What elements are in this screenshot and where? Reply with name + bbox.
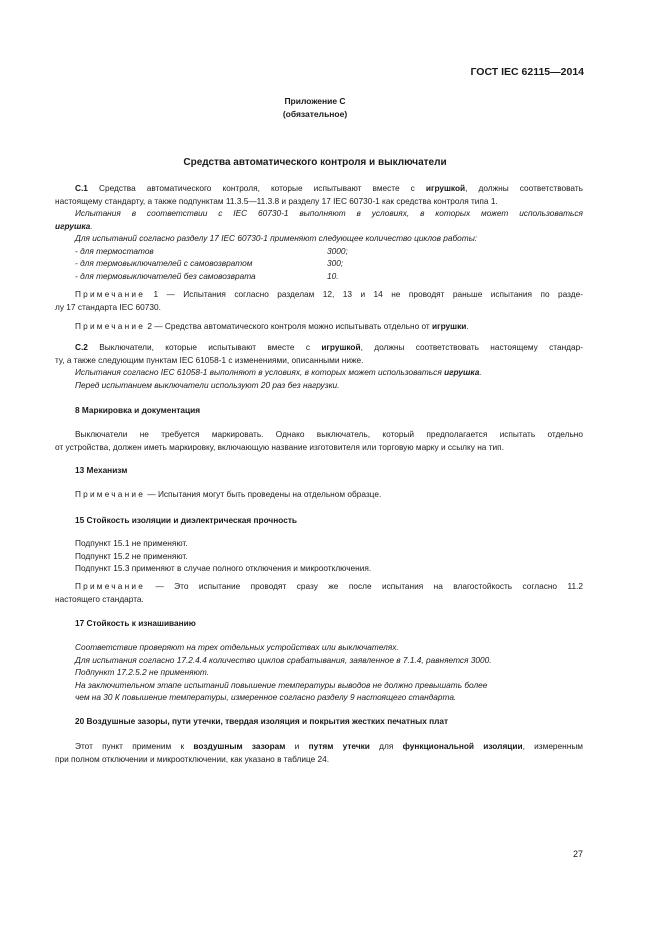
text: Средства автоматического контроля, которые испытывают вместе с bbox=[98, 183, 426, 193]
clause-c1 bbox=[55, 182, 583, 282]
text: . bbox=[90, 220, 93, 231]
text: лу 17 стандарта IEC 60730. bbox=[55, 301, 161, 312]
note-prefix: Примечание bbox=[75, 489, 146, 499]
text: Для испытания согласно 17.2.4.4 количество циклов срабатывания, заявленное в 7.1.4, равняется 3000. bbox=[75, 654, 492, 665]
text: при полном отключении и микроотключении, как указано в таблице 24. bbox=[55, 753, 330, 764]
text: , должны соответствовать настоящему стандар- bbox=[360, 342, 583, 352]
note-prefix: Примечание bbox=[75, 321, 146, 331]
text: 1 — Испытания согласно разделам 12, 13 и 14 не проводят раньше испытания по разде- bbox=[145, 289, 583, 299]
section-8-body bbox=[55, 428, 583, 453]
text: Выключатели не требуется маркировать. Однако выключатель, который предполагается испытать отдельно bbox=[75, 429, 583, 439]
text: Перед испытанием выключатели используют 20 раз без нагрузки. bbox=[75, 379, 340, 390]
section-13-note bbox=[75, 488, 583, 501]
section-15-note bbox=[55, 580, 583, 605]
term-toy: игрушка bbox=[444, 367, 480, 377]
term-clearances: воздушным зазорам bbox=[193, 741, 286, 751]
section-15-body bbox=[75, 537, 583, 575]
term-toy: игрушки bbox=[432, 321, 467, 331]
text: 2 — Средства автоматического контроля можно испытывать отдельно от bbox=[145, 321, 433, 331]
text: Испытания согласно IEC 61058-1 выполняют в условиях, в которых может использоваться bbox=[75, 367, 445, 377]
term-toy: игрушкой bbox=[425, 183, 466, 193]
section-17-body-cont bbox=[55, 691, 583, 704]
text: ту, а также следующим пунктам IEC 61058-1 с изменениями, описанными ниже. bbox=[55, 354, 364, 365]
document-code: ГОСТ IEC 62115—2014 bbox=[470, 66, 584, 78]
text: Подпункт 15.2 не применяют. bbox=[75, 550, 188, 561]
section-20-title: 20 Воздушные зазоры, пути утечки, твердая изоляция и покрытия жестких печатных плат bbox=[75, 716, 449, 726]
text: настоящему стандарту, а также подпунктам 11.3.5—11.3.8 и разделу 17 IEC 60730-1 как средства контроля типа 1. bbox=[55, 195, 498, 206]
note-prefix: Примечание bbox=[75, 289, 146, 299]
annex-status: (обязательное) bbox=[282, 109, 348, 119]
list-item: - для термовыключателей без самовозврата 10. bbox=[75, 270, 339, 281]
note-2: Примечание 2 — Средства автоматического контроля можно испытывать отдельно от игрушки. bbox=[75, 321, 469, 331]
text: Подпункт 17.2.5.2 не применяют. bbox=[75, 667, 209, 677]
annex-heading: Средства автоматического контроля и выключатели bbox=[183, 157, 447, 168]
section-17-title: 17 Стойкость к изнашиванию bbox=[75, 618, 196, 628]
text: настоящего стандарта. bbox=[55, 593, 144, 604]
clause-c2: С.2 Выключатели, которые испытывают вместе с игрушкой, должны соответствовать настоящему стандар- ту, а также следующим пунктам IEC 61058-1 с изменениями, описанными ниже. Испытания согласно IEC 61058-1 выполняют в условиях, в которых может использоваться игрушка. Перед испытанием выключатели используют 20 раз без нагрузки. bbox=[55, 342, 583, 390]
term-toy: игрушкой bbox=[321, 342, 361, 352]
text: На заключительном этапе испытаний повышение температуры выводов не должно превышать более bbox=[75, 679, 488, 690]
list-item: - для термостатов 3000; bbox=[75, 245, 348, 256]
term-toy: игрушка bbox=[55, 220, 91, 231]
list-item: - для термовыключателей с самовозвратом 300; bbox=[75, 258, 344, 268]
note-1 bbox=[55, 288, 583, 313]
text: Для испытаний согласно разделу 17 IEC 60730-1 применяют следующее количество циклов работы: bbox=[75, 233, 478, 243]
section-15-title: 15 Стойкость изоляции и диэлектрическая прочность bbox=[75, 515, 297, 525]
section-13-title: 13 Механизм bbox=[75, 465, 128, 475]
term-functional-insulation: функциональной изоляции bbox=[402, 741, 523, 751]
page-number: 27 bbox=[572, 849, 583, 859]
text: Испытания в соответствии с IEC 60730-1 выполняют в условиях, в которых может использоваться bbox=[75, 208, 583, 218]
text: Подпункт 15.3 применяют в случае полного отключения и микроотключения. bbox=[75, 563, 372, 573]
text: Подпункт 15.1 не применяют. bbox=[75, 538, 188, 548]
text: — Испытания могут быть проведены на отдельном образце. bbox=[145, 489, 382, 499]
section-8-title: 8 Маркировка и документация bbox=[75, 405, 201, 415]
text: чем на 30 К повышение температуры, измеренное согласно разделу 9 настоящего стандарта. bbox=[75, 692, 457, 702]
section-17-body bbox=[75, 641, 583, 691]
text: Выключатели, которые испытывают вместе с bbox=[99, 342, 322, 352]
text: от устройства, должен иметь маркировку, включающую название изготовителя или торговую марку и ссылку на тип. bbox=[55, 441, 504, 452]
term-creepage: путям утечки bbox=[308, 741, 370, 751]
note-prefix: Примечание bbox=[75, 581, 146, 591]
clause-number: С.1 bbox=[75, 183, 88, 193]
clause-number: С.2 bbox=[75, 342, 88, 352]
annex-title: Приложение С bbox=[284, 96, 346, 106]
text: — Это испытание проводят сразу же после испытания на влагостойкость согласно 11.2 bbox=[145, 581, 583, 591]
text: , должны соответствовать bbox=[465, 183, 583, 193]
text: Соответствие проверяют на трех отдельных устройствах или выключателях. bbox=[75, 642, 399, 652]
section-20-body: Этот пункт применим к воздушным зазорам и путям утечки для функциональной изоляции, измеренным при полном отключении и микроотключении, как указано в таблице 24. bbox=[55, 741, 583, 764]
text: Этот пункт применим к bbox=[75, 741, 194, 751]
